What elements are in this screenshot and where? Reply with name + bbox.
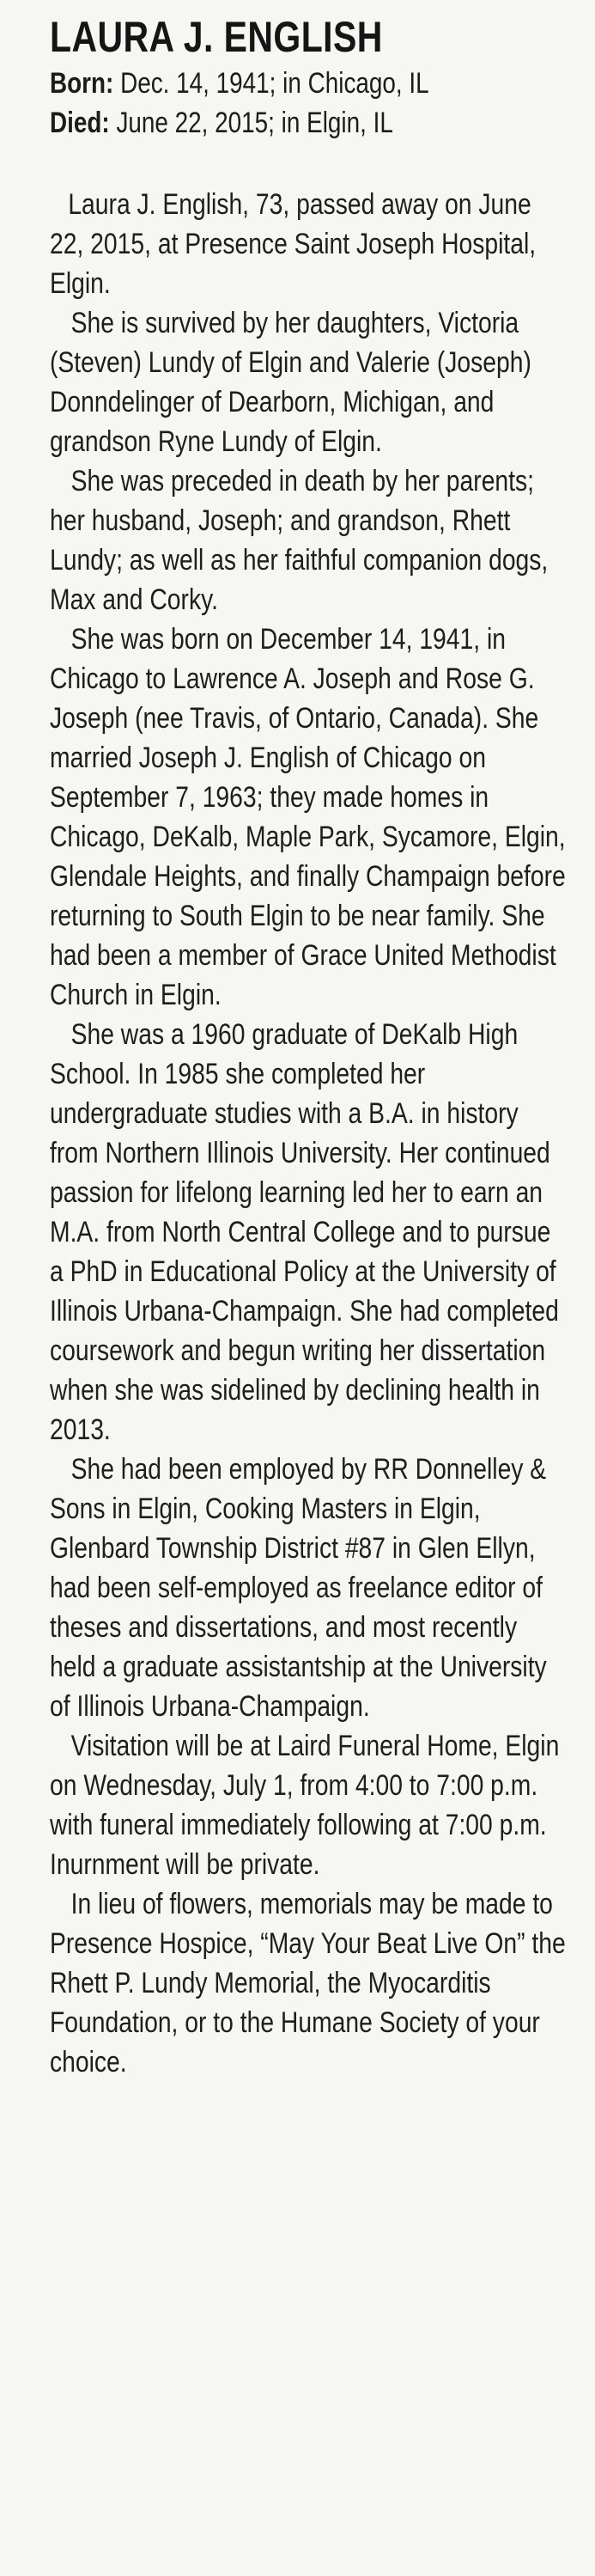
died-label: Died: <box>50 107 110 139</box>
obituary-name: LAURA J. ENGLISH <box>50 13 383 61</box>
paragraph-visitation: Visitation will be at Laird Funeral Home, Elgin on Wednesday, July 1, from 4:00 to 7:00 p.m. with funeral immediately following at 7:00 p.m. Inurnment will be private. <box>50 1730 560 1881</box>
obituary-body <box>50 185 569 2082</box>
paragraph-preceded: She was preceded in death by her parents; her husband, Joseph; and grandson, Rhett Lundy; as well as her faithful companion dogs, Max and Corky. <box>50 465 549 616</box>
born-label: Born: <box>50 67 114 100</box>
paragraph-life: She was born on December 14, 1941, in Chicago to Lawrence A. Joseph and Rose G. Joseph (nee Travis, of Ontario, Canada). She married Joseph J. English of Chicago on September 7, 1963; they made homes in Chicago, DeKalb, Maple Park, Sycamore, Elgin, Glendale Heights, and finally Champaign before returning to South Elgin to be near family. She had been a member of Grace United Methodist Church in Elgin. <box>50 623 566 1011</box>
paragraph-survivors: She is survived by her daughters, Victoria (Steven) Lundy of Elgin and Valerie (Joseph) Donndelinger of Dearborn, Michigan, and grandson Ryne Lundy of Elgin. <box>50 307 531 458</box>
paragraph-passing: Laura J. English, 73, passed away on June 22, 2015, at Presence Saint Joseph Hospital, Elgin. <box>50 188 537 300</box>
paragraph-career: She had been employed by RR Donnelley & Sons in Elgin, Cooking Masters in Elgin, Glenbard Township District #87 in Glen Ellyn, had been self-employed as freelance editor of theses and dissertations, and most recently held a graduate assistantship at the University of Illinois Urbana-Champaign. <box>50 1453 547 1723</box>
born-line <box>50 69 429 98</box>
paragraph-memorials: In lieu of flowers, memorials may be made to Presence Hospice, “May Your Beat Live On” the Rhett P. Lundy Memorial, the Myocarditis Foundation, or to the Humane Society of your choice. <box>50 1888 566 2079</box>
died-value: June 22, 2015; in Elgin, IL <box>116 107 393 139</box>
born-value: Dec. 14, 1941; in Chicago, IL <box>120 67 429 100</box>
paragraph-education: She was a 1960 graduate of DeKalb High School. In 1985 she completed her undergraduate studies with a B.A. in history from Northern Illinois University. Her continued passion for lifelong learning led her to earn an M.A. from North Central College and to pursue a PhD in Educational Policy at the University of Illinois Urbana-Champaign. She had completed coursework and begun writing her dissertation when she was sidelined by declining health in 2013. <box>50 1018 559 1446</box>
died-line <box>50 108 393 137</box>
